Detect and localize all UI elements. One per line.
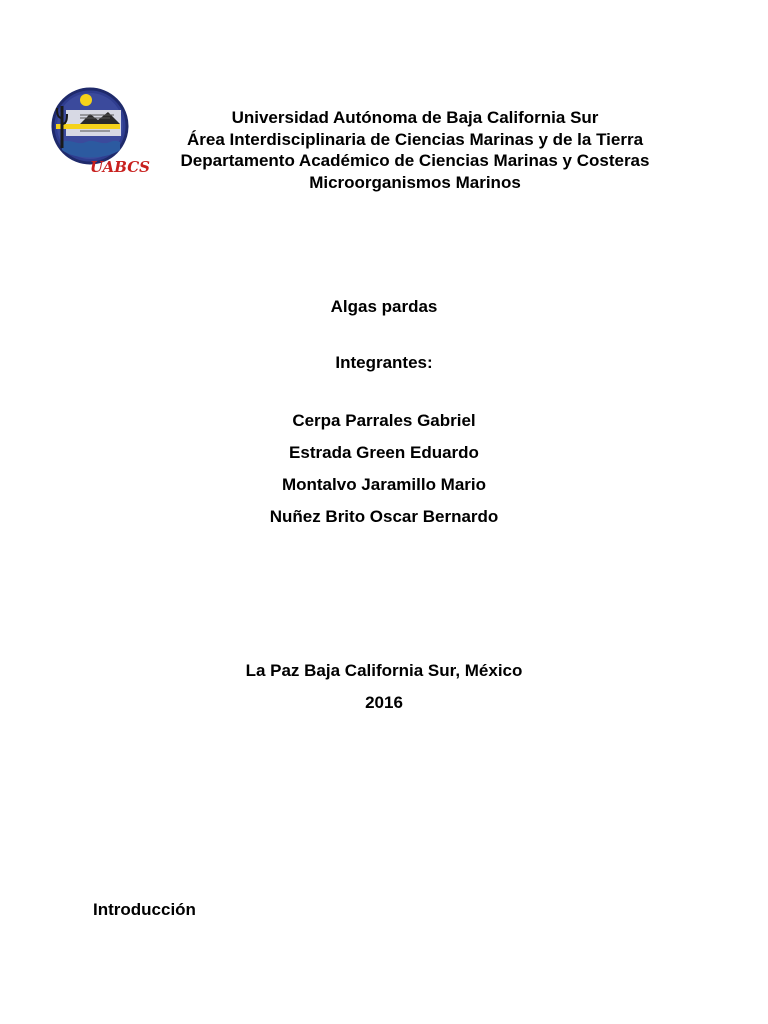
location: La Paz Baja California Sur, México xyxy=(245,661,523,680)
logo-brand-text: UABCS xyxy=(90,158,150,176)
year: 2016 xyxy=(365,693,403,712)
members-label: Integrantes: xyxy=(335,353,433,372)
university-seal-icon xyxy=(50,84,150,176)
course-name: Microorganismos Marinos xyxy=(309,172,521,192)
section-heading-introduction: Introducción xyxy=(93,900,196,919)
member-name: Estrada Green Eduardo xyxy=(289,443,479,462)
area-name: Área Interdisciplinaria de Ciencias Marinas y de la Tierra xyxy=(186,129,644,149)
institution-header xyxy=(150,107,680,193)
department-name: Departamento Académico de Ciencias Marinas y Costeras xyxy=(180,151,650,170)
university-logo xyxy=(50,84,150,176)
member-name: Montalvo Jaramillo Mario xyxy=(281,475,487,494)
university-name: Universidad Autónoma de Baja California Sur xyxy=(231,108,599,127)
document-title: Algas pardas xyxy=(330,297,438,316)
member-name: Cerpa Parrales Gabriel xyxy=(292,411,476,430)
member-name: Nuñez Brito Oscar Bernardo xyxy=(269,507,499,526)
